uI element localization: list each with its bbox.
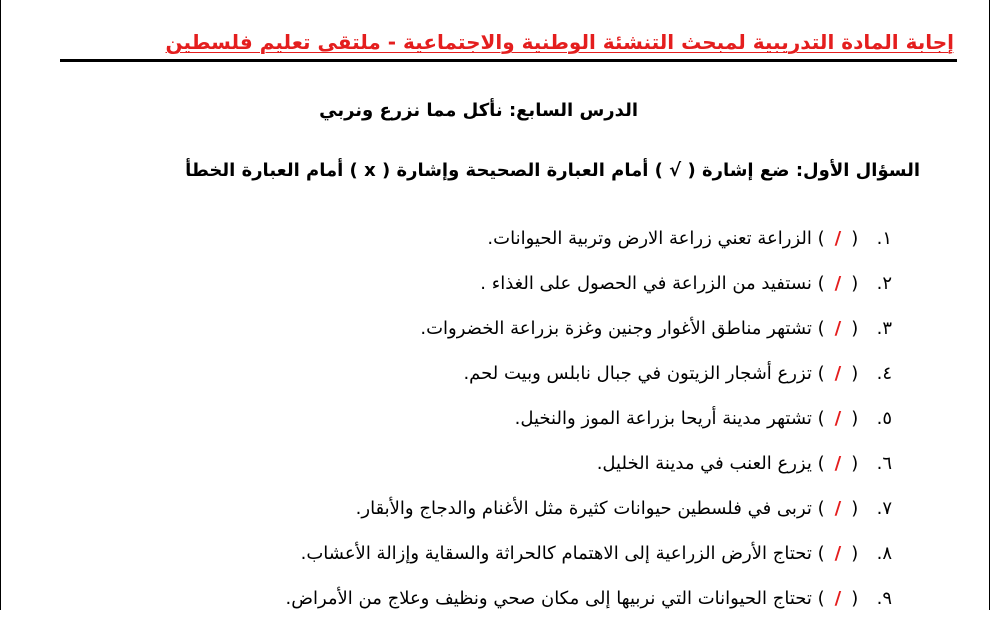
statement-item: ٦. (/) يزرع العنب في مدينة الخليل. xyxy=(285,449,892,494)
item-number: ٥. xyxy=(876,408,892,429)
item-text: تشتهر مدينة أريحا بزراعة الموز والنخيل. xyxy=(514,408,812,429)
answer-mark: / xyxy=(834,453,842,474)
item-text: تحتاج الحيوانات التي نربيها إلى مكان صحي ونظيف وعلاج من الأمراض. xyxy=(285,588,812,609)
answer-mark: / xyxy=(834,363,842,384)
statement-item: ١. (/) الزراعة تعني زراعة الارض وتربية الحيوانات. xyxy=(285,224,892,269)
item-text: تشتهر مناطق الأغوار وجنين وغزة بزراعة الخضروات. xyxy=(420,318,812,339)
question-title xyxy=(185,160,920,181)
item-number: ٢. xyxy=(876,273,892,294)
statement-item: ٨. (/) تحتاج الأرض الزراعية إلى الاهتمام كالحراثة والسقاية وإزالة الأعشاب. xyxy=(285,539,892,584)
item-number: ١. xyxy=(876,228,892,249)
answer-mark: / xyxy=(834,228,842,249)
item-number: ٧. xyxy=(876,498,892,519)
item-number: ٤. xyxy=(876,363,892,384)
item-number: ٨. xyxy=(876,543,892,564)
statement-item: ٩. (/) تحتاج الحيوانات التي نربيها إلى مكان صحي ونظيف وعلاج من الأمراض. xyxy=(285,584,892,629)
item-text: يزرع العنب في مدينة الخليل. xyxy=(596,453,812,474)
question-prefix: ضع إشارة ( xyxy=(687,160,790,181)
item-number: ٩. xyxy=(876,588,892,609)
question-middle: ) أمام العبارة الصحيحة وإشارة ( xyxy=(381,160,663,181)
answer-mark: / xyxy=(834,498,842,519)
answer-mark: / xyxy=(834,408,842,429)
page-header-title: إجابة المادة التدريبية لمبحث التنشئة الوطنية والاجتماعية - ملتقى تعليم فلسطين xyxy=(165,30,954,54)
answer-mark: / xyxy=(834,588,842,609)
header-divider xyxy=(60,59,957,62)
answer-mark: / xyxy=(834,318,842,339)
statement-item: ٤. (/) تزرع أشجار الزيتون في جبال نابلس وبيت لحم. xyxy=(285,359,892,404)
statement-item: ٧. (/) تربى في فلسطين حيوانات كثيرة مثل الأغنام والدجاج والأبقار. xyxy=(285,494,892,539)
item-text: تزرع أشجار الزيتون في جبال نابلس وبيت لحم. xyxy=(463,363,812,384)
statement-item: ٢. (/) نستفيد من الزراعة في الحصول على الغذاء . xyxy=(285,269,892,314)
item-text: تربى في فلسطين حيوانات كثيرة مثل الأغنام والدجاج والأبقار. xyxy=(355,498,812,519)
item-text: الزراعة تعني زراعة الارض وتربية الحيوانات. xyxy=(487,228,812,249)
answer-mark: / xyxy=(834,543,842,564)
check-symbol: √ xyxy=(669,160,682,181)
answer-mark: / xyxy=(834,273,842,294)
item-text: تحتاج الأرض الزراعية إلى الاهتمام كالحراثة والسقاية وإزالة الأعشاب. xyxy=(300,543,812,564)
item-number: ٣. xyxy=(876,318,892,339)
statement-item: ٣. (/) تشتهر مناطق الأغوار وجنين وغزة بزراعة الخضروات. xyxy=(285,314,892,359)
cross-symbol: x xyxy=(364,160,376,181)
question-suffix: ) أمام العبارة الخطأ xyxy=(185,160,358,181)
item-text: نستفيد من الزراعة في الحصول على الغذاء . xyxy=(480,273,812,294)
statement-item: ٥. (/) تشتهر مدينة أريحا بزراعة الموز والنخيل. xyxy=(285,404,892,449)
item-number: ٦. xyxy=(876,453,892,474)
question-label: السؤال الأول: xyxy=(795,160,920,181)
lesson-title: الدرس السابع: نأكل مما نزرع ونربي xyxy=(319,100,638,121)
statements-list xyxy=(285,224,892,629)
